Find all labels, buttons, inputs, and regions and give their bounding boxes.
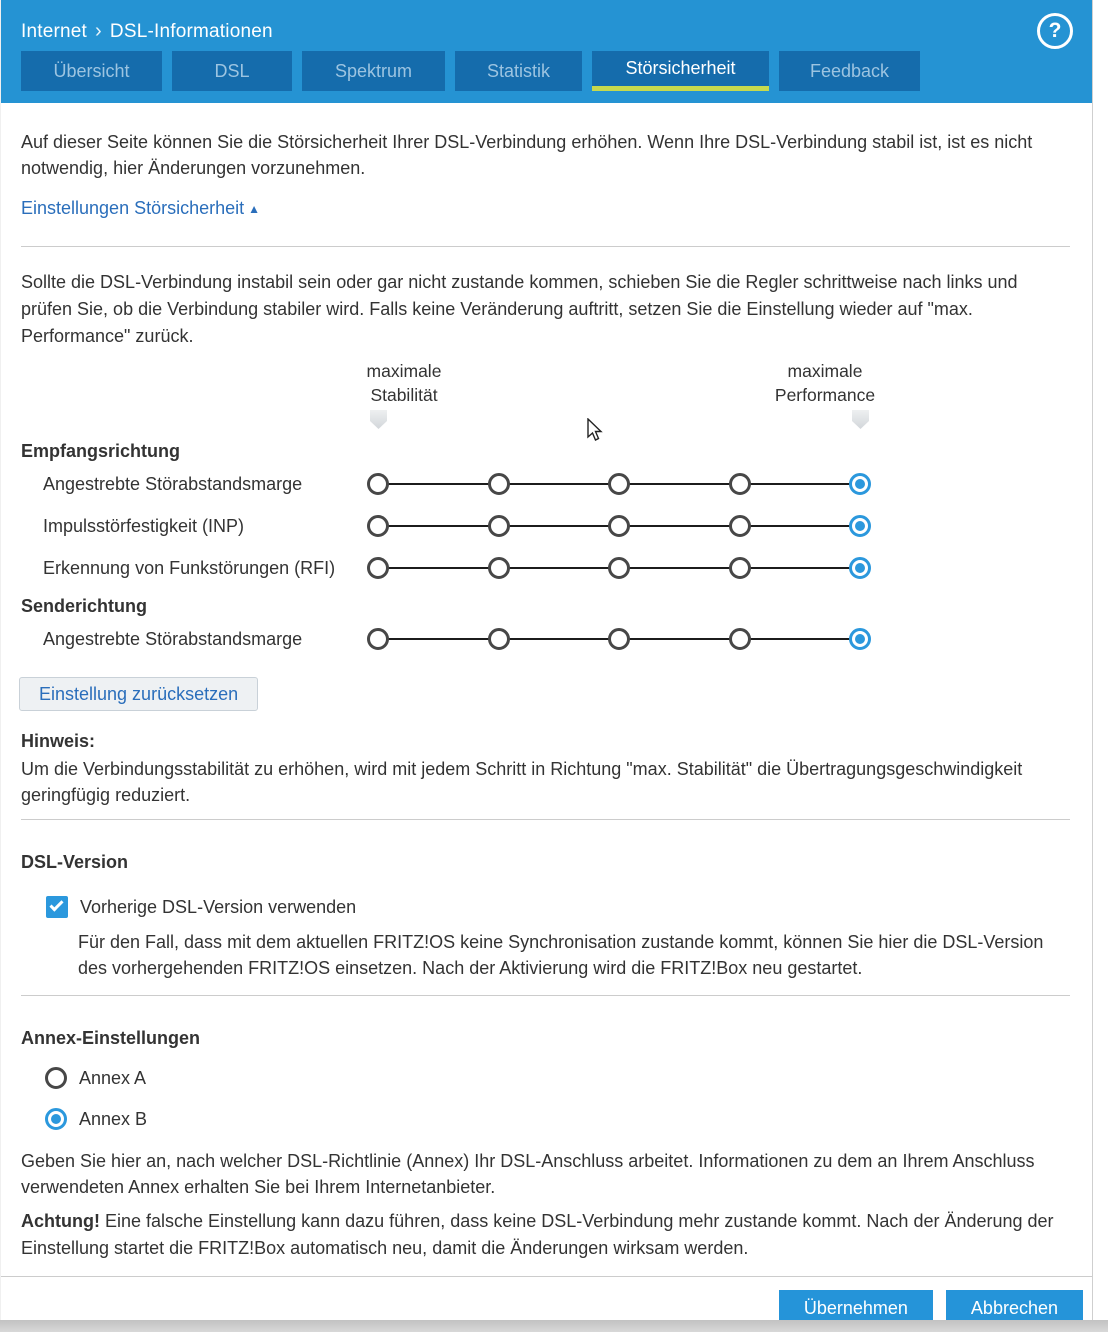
slider-radio[interactable] (488, 628, 510, 650)
slider-radio-strip (367, 628, 871, 650)
slider-description: Sollte die DSL-Verbindung instabil sein oder gar nicht zustande kommen, schieben Sie die Regler schrittweise nach links und prüfen Sie, ob die Verbindung stabiler wird. Falls keine Veränderung auftritt, setzen Sie die Einstellung wieder auf "max. Performance" zurück. (21, 272, 1018, 346)
collapse-arrow-icon: ▲ (248, 201, 261, 216)
stability-marker-icon (370, 410, 387, 429)
note-text: Um die Verbindungsstabilität zu erhöhen, wird mit jedem Schritt in Richtung "max. Stabilität" die Übertragungsgeschwindigkeit geringfügig reduziert. (21, 759, 1023, 805)
divider (21, 995, 1070, 996)
apply-button[interactable]: Übernehmen (779, 1290, 933, 1320)
slider-radio[interactable] (608, 473, 630, 495)
max-stability-line1: maximale (366, 361, 442, 381)
tab-statistik[interactable]: Statistik (455, 51, 582, 91)
slider-row (21, 505, 1070, 547)
slider-column-headers (21, 357, 1070, 430)
slider-row-label: Erkennung von Funkstörungen (RFI) (43, 557, 336, 578)
footer-button-bar (1, 1277, 1092, 1320)
stability-slider-section (21, 357, 1070, 660)
tab-feedback[interactable]: Feedback (779, 51, 920, 91)
help-icon[interactable]: ? (1037, 13, 1073, 49)
dsl-version-checkbox-row[interactable] (46, 896, 1070, 918)
slider-row (21, 547, 1070, 589)
annex-heading: Annex-Einstellungen (21, 1028, 201, 1048)
slider-radio[interactable] (367, 473, 389, 495)
tab-stoersicherheit[interactable]: Störsicherheit (592, 51, 769, 91)
tab-uebersicht[interactable]: Übersicht (21, 51, 162, 91)
cancel-button[interactable]: Abbrechen (946, 1290, 1083, 1320)
slider-radio[interactable] (729, 557, 751, 579)
annex-b-radio[interactable] (45, 1108, 67, 1130)
max-performance-header (745, 359, 905, 407)
max-performance-line2: Performance (774, 385, 876, 405)
slider-row-label: Angestrebte Störabstandsmarge (43, 473, 303, 494)
slider-row-label: Angestrebte Störabstandsmarge (43, 628, 303, 649)
breadcrumb-internet[interactable]: Internet (21, 20, 88, 42)
slider-radio-selected[interactable] (849, 628, 871, 650)
tab-dsl[interactable]: DSL (172, 51, 292, 91)
checkmark-icon (49, 897, 63, 911)
annex-b-label: Annex B (79, 1108, 148, 1129)
reset-settings-button[interactable]: Einstellung zurücksetzen (19, 677, 258, 711)
slider-radio-strip (367, 515, 871, 537)
tab-spektrum[interactable]: Spektrum (302, 51, 445, 91)
slider-radio-selected[interactable] (849, 473, 871, 495)
settings-toggle-label: Einstellungen Störsicherheit (21, 198, 245, 218)
settings-toggle-link[interactable] (21, 198, 260, 219)
dsl-version-heading: DSL-Version (21, 852, 129, 872)
annex-a-radio[interactable] (45, 1067, 67, 1089)
slider-radio[interactable] (488, 473, 510, 495)
slider-radio[interactable] (608, 628, 630, 650)
slider-radio[interactable] (367, 515, 389, 537)
slider-radio-strip (367, 473, 871, 495)
annex-b-option[interactable] (45, 1107, 1070, 1131)
slider-row (21, 618, 1070, 660)
slider-radio[interactable] (729, 473, 751, 495)
note-label: Hinweis: (21, 731, 96, 751)
annex-a-label: Annex A (79, 1067, 147, 1088)
window-bottom-edge (0, 1320, 1108, 1332)
dsl-version-checkbox-label: Vorherige DSL-Version verwenden (80, 896, 357, 917)
page-title: DSL-Informationen (109, 20, 273, 42)
slider-row-label: Impulsstörfestigkeit (INP) (43, 515, 245, 536)
warning-label: Achtung! (21, 1211, 100, 1231)
slider-radio-selected[interactable] (849, 515, 871, 537)
annex-a-option[interactable] (45, 1066, 1070, 1090)
divider (21, 819, 1070, 820)
max-stability-line2: Stabilität (370, 385, 438, 405)
page-header (1, 0, 1092, 103)
slider-radio[interactable] (488, 515, 510, 537)
divider (21, 246, 1070, 247)
slider-radio[interactable] (608, 557, 630, 579)
breadcrumb-separator-icon: › (95, 20, 102, 42)
slider-radio-strip (367, 557, 871, 579)
tab-bar (21, 51, 1092, 91)
slider-radio[interactable] (608, 515, 630, 537)
checkbox-checked-icon[interactable] (46, 896, 68, 918)
group-heading-empfangsrichtung: Empfangsrichtung (21, 441, 181, 461)
slider-radio[interactable] (367, 557, 389, 579)
performance-marker-icon (852, 410, 869, 429)
annex-warning (21, 1208, 1070, 1262)
max-stability-header (324, 359, 484, 407)
warning-text: Eine falsche Einstellung kann dazu führen, dass keine DSL-Verbindung mehr zustande kommt. Nach der Änderung der Einstellung startet die FRITZ!Box automatisch neu, damit die Änderungen wirksam werden. (21, 1211, 1054, 1258)
dsl-version-description: Für den Fall, dass mit dem aktuellen FRITZ!OS keine Synchronisation zustande kommt, können Sie hier die DSL-Version des vorhergehenden FRITZ!OS einsetzen. Nach der Aktivierung wird die FRITZ!Box neu gestartet. (78, 932, 1044, 978)
slider-radio[interactable] (729, 628, 751, 650)
slider-radio-selected[interactable] (849, 557, 871, 579)
slider-radio[interactable] (367, 628, 389, 650)
main-content (1, 129, 1092, 1262)
intro-text: Auf dieser Seite können Sie die Störsicherheit Ihrer DSL-Verbindung erhöhen. Wenn Ihre DSL-Verbindung stabil ist, ist es nicht notwendig, hier Änderungen vorzunehmen. (21, 132, 1033, 178)
annex-description: Geben Sie hier an, nach welcher DSL-Richtlinie (Annex) Ihr DSL-Anschluss arbeitet. Informationen zu dem an Ihrem Anschluss verwendeten Annex erhalten Sie bei Ihrem Internetanbieter. (21, 1151, 1035, 1197)
slider-row (21, 463, 1070, 505)
breadcrumb (21, 0, 1092, 43)
max-performance-line1: maximale (787, 361, 863, 381)
slider-radio[interactable] (488, 557, 510, 579)
group-heading-senderichtung: Senderichtung (21, 596, 148, 616)
slider-radio[interactable] (729, 515, 751, 537)
